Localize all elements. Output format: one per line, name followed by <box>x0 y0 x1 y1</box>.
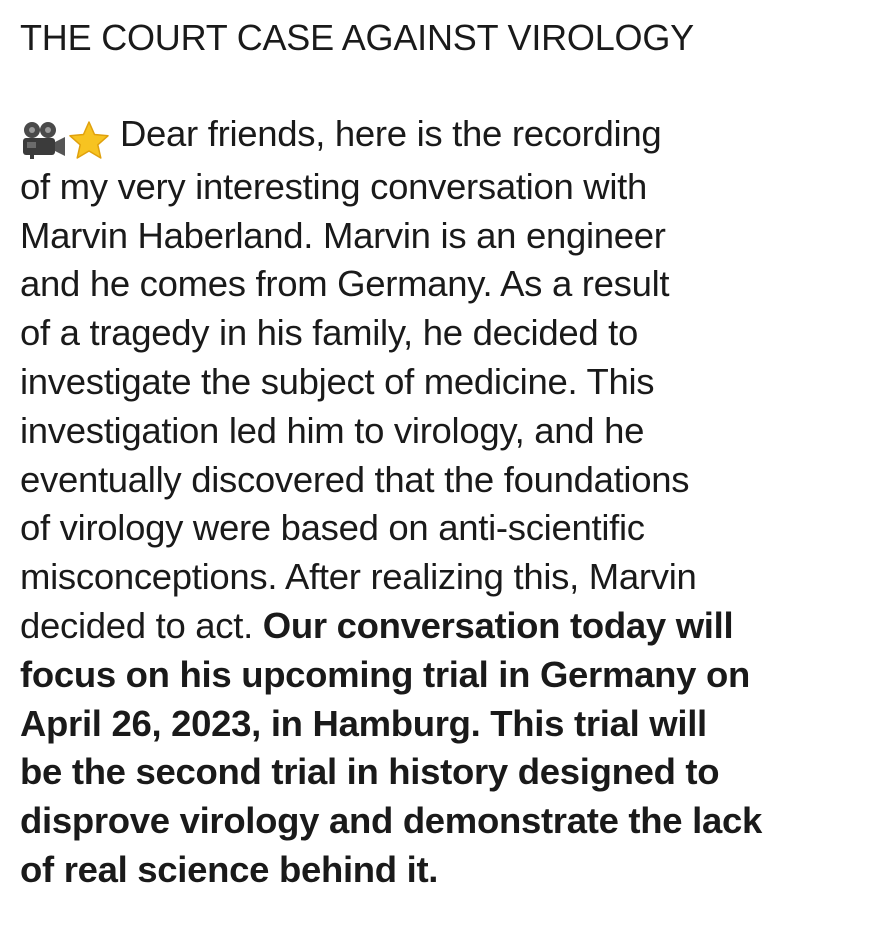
post-body <box>20 110 850 895</box>
body-line-bold: be the second trial in history designed to <box>20 751 720 793</box>
post-content <box>20 14 850 895</box>
body-line: eventually discovered that the foundations <box>20 458 690 500</box>
body-line-regular: decided to act. <box>20 604 253 646</box>
body-line: Marvin Haberland. Marvin is an engineer <box>20 214 666 256</box>
body-line-text: Dear friends, here is the recording <box>120 113 662 154</box>
blank-line <box>20 62 850 110</box>
body-line-bold: April 26, 2023, in Hamburg. This trial will <box>20 702 707 744</box>
body-line-bold: of real science behind it. <box>20 848 439 890</box>
body-line: and he comes from Germany. As a result <box>20 263 670 305</box>
body-line-bold: Our conversation today will <box>262 604 734 646</box>
emoji-group <box>20 114 112 163</box>
post-title: THE COURT CASE AGAINST VIROLOGY <box>20 17 694 58</box>
star-icon <box>66 120 112 160</box>
body-line <box>20 110 850 163</box>
body-line: of my very interesting conversation with <box>20 165 648 207</box>
body-line: of virology were based on anti-scientific <box>20 507 645 549</box>
body-line-bold: focus on his upcoming trial in Germany on <box>20 653 750 695</box>
body-line: investigate the subject of medicine. This <box>20 360 655 402</box>
movie-camera-icon <box>20 120 66 160</box>
body-line: investigation led him to virology, and he <box>20 409 645 451</box>
body-line: misconceptions. After realizing this, Marvin <box>20 556 697 598</box>
body-line-bold: disprove virology and demonstrate the lack <box>20 800 762 842</box>
body-line <box>20 602 850 651</box>
body-line: of a tragedy in his family, he decided to <box>20 312 639 354</box>
